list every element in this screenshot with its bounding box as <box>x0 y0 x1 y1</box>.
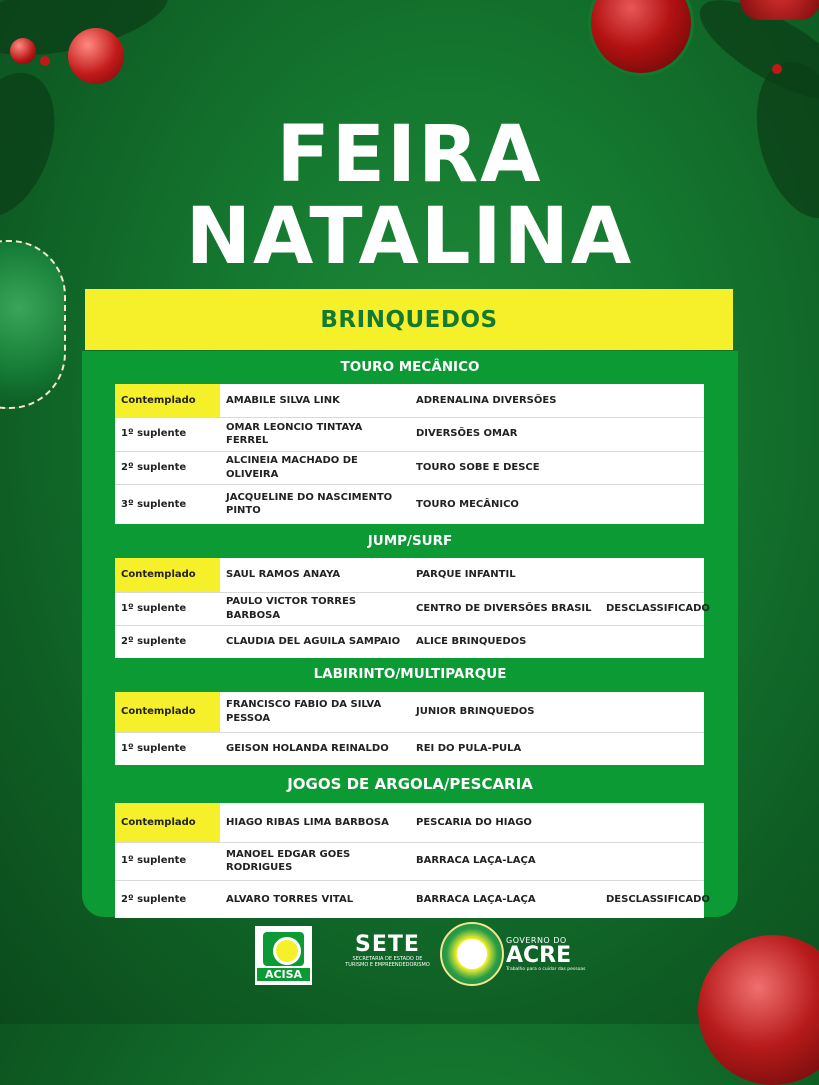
table-row <box>115 732 704 765</box>
role-cell: 1º suplente <box>115 842 220 880</box>
page-title-line-1: FEIRA <box>276 110 543 200</box>
acisa-mark-icon <box>263 932 304 966</box>
acisa-logo-text: ACISA <box>257 968 310 981</box>
results-table-jump-surf <box>115 558 710 658</box>
status-cell <box>600 625 704 658</box>
status-cell <box>600 803 704 842</box>
role-cell: 1º suplente <box>115 592 220 625</box>
red-ornament-icon <box>588 0 694 76</box>
red-ornament-icon <box>698 935 819 1085</box>
role-cell: Contemplado <box>115 558 220 592</box>
section-title-touro-mecanico: TOURO MECÂNICO <box>340 359 480 375</box>
name-cell: MANOEL EDGAR GOES RODRIGUES <box>220 842 410 880</box>
table-row <box>115 592 704 625</box>
business-cell: PESCARIA DO HIAGO <box>410 803 600 842</box>
name-cell: JACQUELINE DO NASCIMENTO PINTO <box>226 491 393 517</box>
role-cell: 3º suplente <box>121 498 187 510</box>
role-cell: Contemplado <box>115 692 220 732</box>
name-cell: GEISON HOLANDA REINALDO <box>226 743 389 754</box>
sete-logo-subtitle: SECRETARIA DE ESTADO DE TURISMO E EMPREENDEDORISMO <box>345 956 430 968</box>
status-cell: DESCLASSIFICADO <box>600 592 704 625</box>
acre-logo-gov: GOVERNO DO <box>506 936 567 945</box>
table-row <box>115 484 704 524</box>
name-cell: PAULO VICTOR TORRES BARBOSA <box>220 592 410 625</box>
status-cell <box>600 384 704 417</box>
governo-acre-logo <box>506 936 585 972</box>
table-row <box>115 842 704 880</box>
red-ornament-icon <box>740 0 819 20</box>
berry-icon <box>40 56 50 66</box>
results-table-labirinto <box>115 692 704 765</box>
status-cell <box>600 558 704 592</box>
name-cell: FRANCISCO FABIO DA SILVA PESSOA <box>220 692 410 732</box>
business-cell: TOURO MECÂNICO <box>416 498 519 510</box>
category-banner: BRINQUEDOS <box>85 289 733 350</box>
status-cell <box>600 451 704 484</box>
sete-logo-title: SETE <box>355 932 420 957</box>
acre-logo-name: ACRE <box>506 943 572 968</box>
name-cell: OMAR LEONCIO TINTAYA FERREL <box>220 417 410 451</box>
name-cell: SAUL RAMOS ANAYA <box>220 558 410 592</box>
name-cell: HIAGO RIBAS LIMA BARBOSA <box>220 803 410 842</box>
role-cell: 1º suplente <box>115 417 220 451</box>
acisa-logo <box>255 926 312 985</box>
name-cell: CLAUDIA DEL AGUILA SAMPAIO <box>226 636 401 647</box>
business-cell: BARRACA LAÇA-LAÇA <box>416 893 536 905</box>
role-cell: 2º suplente <box>121 893 187 905</box>
role-cell: 2º suplente <box>121 636 187 647</box>
table-row <box>115 417 704 451</box>
name-cell: ALCINEIA MACHADO DE OLIVEIRA <box>220 451 410 484</box>
status-cell: DESCLASSIFICADO <box>606 893 710 905</box>
table-row <box>115 384 704 417</box>
business-cell: ADRENALINA DIVERSÕES <box>410 384 600 417</box>
business-cell: REI DO PULA-PULA <box>416 743 522 754</box>
status-cell <box>600 842 704 880</box>
business-cell: TOURO SOBE E DESCE <box>410 451 600 484</box>
role-cell: Contemplado <box>115 384 220 417</box>
section-title-labirinto: LABIRINTO/MULTIPARQUE <box>313 666 507 682</box>
table-row <box>115 625 704 658</box>
status-cell <box>600 417 704 451</box>
table-row <box>115 692 704 732</box>
table-row <box>115 558 704 592</box>
section-title-jump-surf: JUMP/SURF <box>367 533 453 549</box>
red-ornament-icon <box>10 38 36 64</box>
berry-icon <box>772 64 782 74</box>
acre-coat-of-arms-icon <box>440 922 504 986</box>
results-table-touro-mecanico <box>115 384 704 524</box>
role-cell: Contemplado <box>115 803 220 842</box>
sete-logo <box>345 934 430 968</box>
role-cell: 1º suplente <box>121 743 187 754</box>
table-row <box>115 880 704 918</box>
name-cell: AMABILE SILVA LINK <box>220 384 410 417</box>
acre-logo-tagline: Trabalho para o cuidar das pessoas <box>506 967 586 972</box>
business-cell: PARQUE INFANTIL <box>410 558 600 592</box>
role-cell: 2º suplente <box>115 451 220 484</box>
page-title-line-2: NATALINA <box>185 192 634 282</box>
status-cell <box>600 484 704 524</box>
name-cell: ALVARO TORRES VITAL <box>226 893 354 905</box>
business-cell: DIVERSÕES OMAR <box>410 417 600 451</box>
business-cell: ALICE BRINQUEDOS <box>416 636 527 647</box>
red-ornament-icon <box>68 28 124 84</box>
status-cell <box>600 732 704 765</box>
table-row <box>115 803 704 842</box>
business-cell: JUNIOR BRINQUEDOS <box>410 692 600 732</box>
business-cell: CENTRO DE DIVERSÕES BRASIL <box>410 592 600 625</box>
section-title-jogos-argola: JOGOS DE ARGOLA/PESCARIA <box>287 775 533 793</box>
table-row <box>115 451 704 484</box>
status-cell <box>600 692 704 732</box>
results-table-jogos-argola <box>115 803 710 918</box>
business-cell: BARRACA LAÇA-LAÇA <box>410 842 600 880</box>
